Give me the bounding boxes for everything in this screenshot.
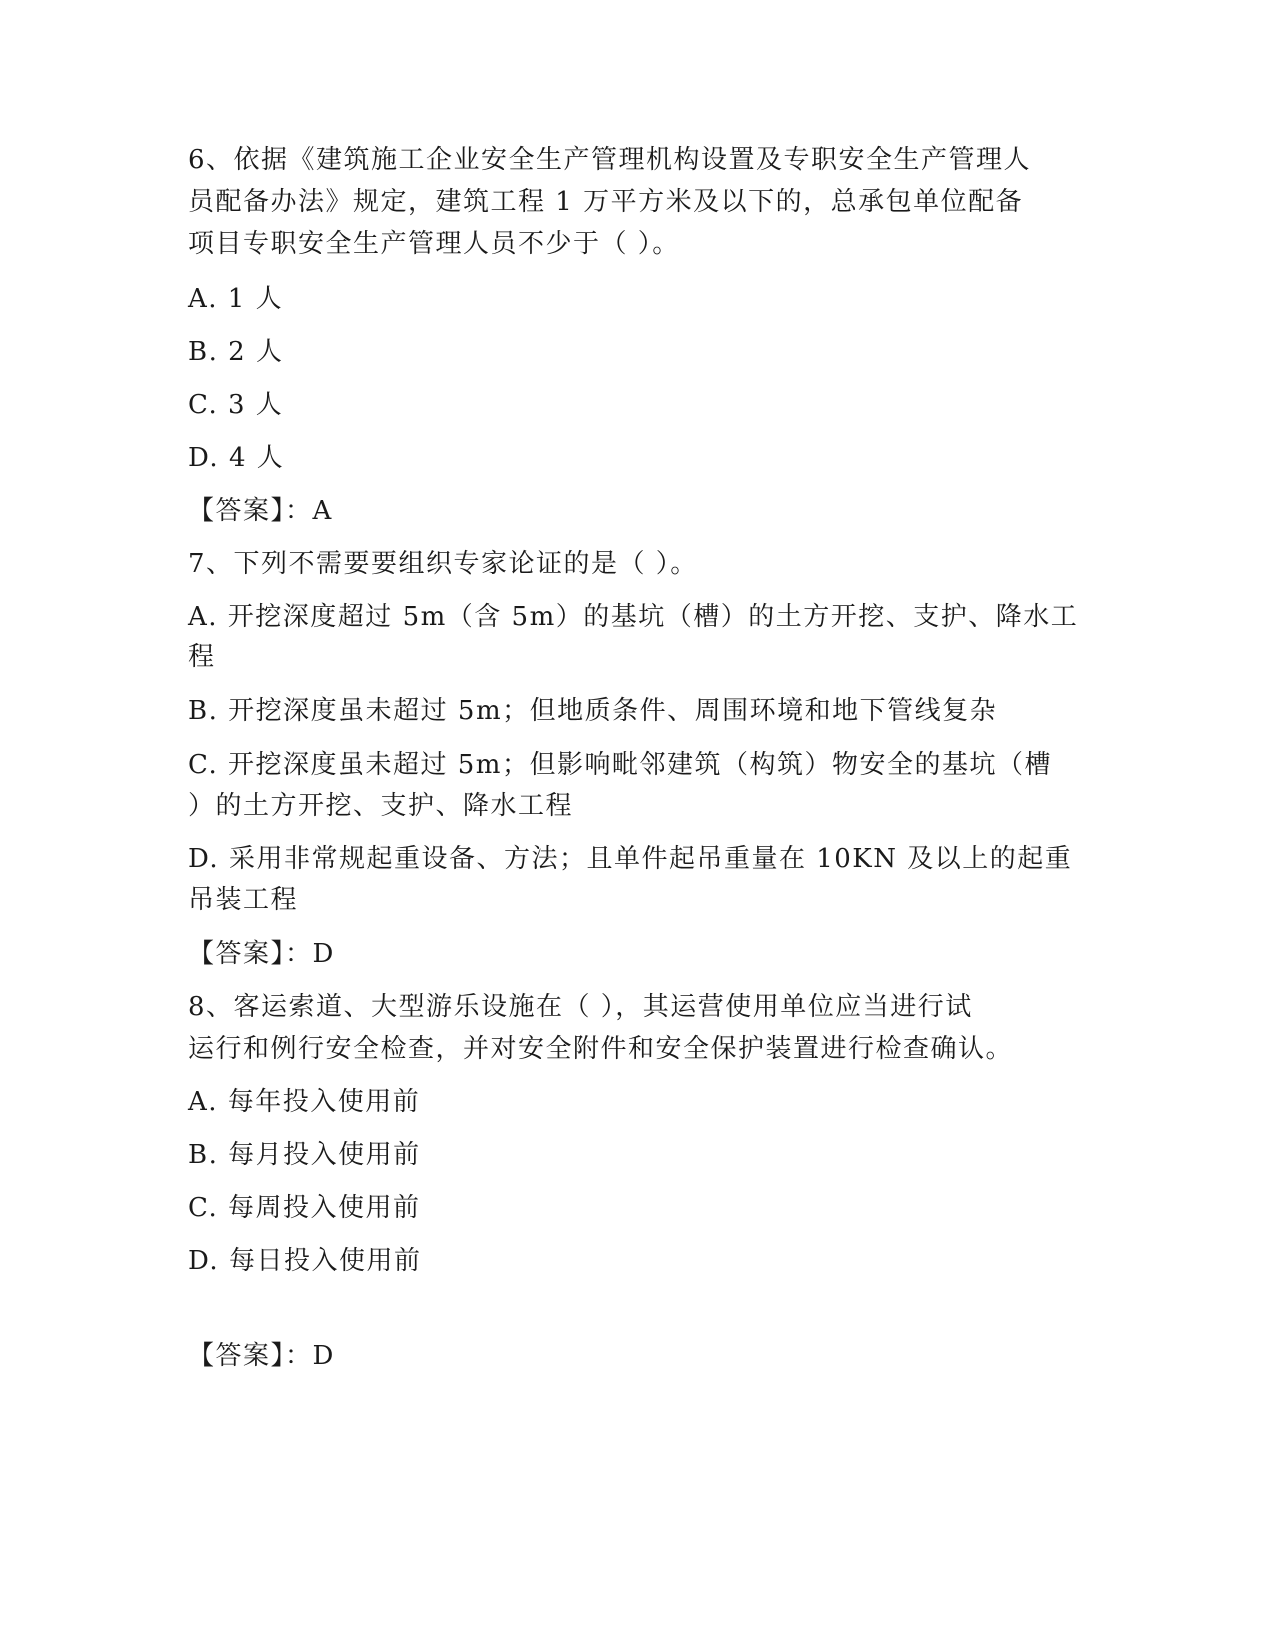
question-7-option-d-line-2: 吊装工程 xyxy=(188,885,299,915)
question-6-option-d: D. 4 人 xyxy=(188,443,285,473)
question-7-option-d-line-1: D. 采用非常规起重设备、方法；且单件起吊重量在 10KN 及以上的起重 xyxy=(188,844,1073,874)
question-7-answer: 【答案】：D xyxy=(188,939,335,969)
question-6-option-c: C. 3 人 xyxy=(188,390,284,420)
question-7-option-b: B. 开挖深度虽未超过 5m；但地质条件、周围环境和地下管线复杂 xyxy=(188,696,998,726)
question-7-option-a-line-1: A. 开挖深度超过 5m（含 5m）的基坑（槽）的土方开挖、支护、降水工 xyxy=(188,602,1079,632)
question-6-stem-line-1: 6、依据《建筑施工企业安全生产管理机构设置及专职安全生产管理人 xyxy=(188,145,1032,175)
question-7-stem-line-1: 7、下列不需要要组织专家论证的是（ ）。 xyxy=(188,549,698,579)
question-7-option-c-line-1: C. 开挖深度虽未超过 5m；但影响毗邻建筑（构筑）物安全的基坑（槽 xyxy=(188,750,1052,780)
question-8-stem-line-1: 8、客运索道、大型游乐设施在（ ），其运营使用单位应当进行试 xyxy=(188,992,973,1022)
question-6-option-b: B. 2 人 xyxy=(188,337,284,367)
question-6-stem-line-2: 员配备办法》规定，建筑工程 1 万平方米及以下的，总承包单位配备 xyxy=(188,187,1024,217)
question-8-option-c: C. 每周投入使用前 xyxy=(188,1193,421,1223)
question-6-stem-line-3: 项目专职安全生产管理人员不少于（ ）。 xyxy=(188,229,680,259)
question-8-option-d: D. 每日投入使用前 xyxy=(188,1246,422,1276)
question-8-option-a: A. 每年投入使用前 xyxy=(188,1087,421,1117)
question-6-option-a: A. 1 人 xyxy=(188,284,284,314)
question-8-option-b: B. 每月投入使用前 xyxy=(188,1140,421,1170)
question-7-option-c-line-2: ）的土方开挖、支护、降水工程 xyxy=(188,791,574,821)
question-7-option-a-line-2: 程 xyxy=(188,642,216,672)
question-6-answer: 【答案】：A xyxy=(188,496,333,526)
question-8-answer: 【答案】：D xyxy=(188,1341,335,1371)
question-8-stem-line-2: 运行和例行安全检查，并对安全附件和安全保护装置进行检查确认。 xyxy=(188,1034,1014,1064)
